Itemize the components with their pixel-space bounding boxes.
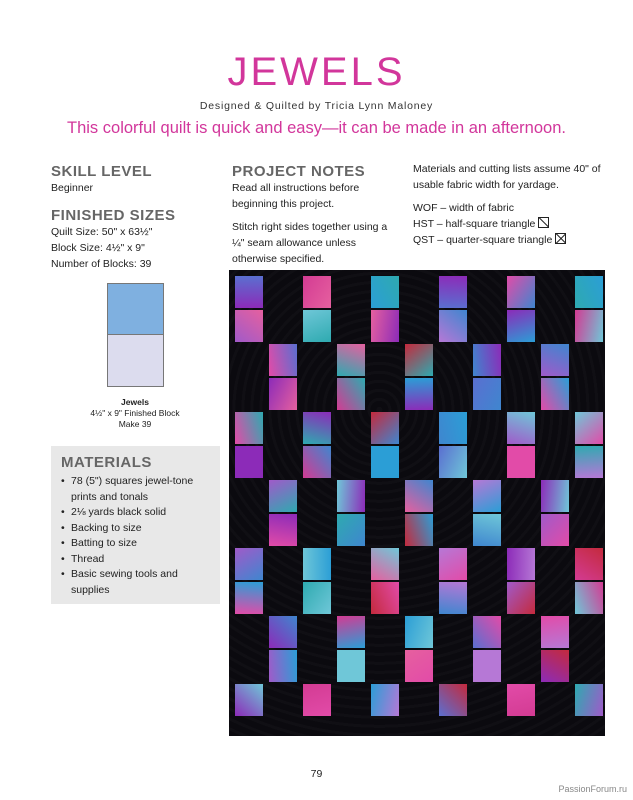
- quilt-patch: [371, 684, 399, 716]
- block-count: Number of Blocks: 39: [51, 258, 152, 270]
- finished-sizes-heading: FINISHED SIZES: [51, 207, 176, 224]
- block-finished-size: 4½" x 9" Finished Block: [90, 408, 180, 418]
- quilt-patch: [507, 684, 535, 716]
- hst-definition: [413, 216, 603, 232]
- quilt-patch: [575, 446, 603, 478]
- quilt-patch: [439, 276, 467, 308]
- quilt-patch: [541, 514, 569, 546]
- quarter-square-triangle-icon: [555, 233, 566, 244]
- quilt-patch: [507, 412, 535, 444]
- notes-paragraph-2: Stitch right sides together using a ¼" seam allowance unless otherwise specified.: [232, 221, 388, 265]
- block-make-count: Make 39: [118, 419, 152, 429]
- qst-definition: [413, 232, 603, 248]
- quilt-patch: [473, 616, 501, 648]
- quilt-patch: [269, 514, 297, 546]
- project-notes-column: [232, 163, 402, 267]
- quilt-patch: [507, 446, 535, 478]
- quilt-title: JEWELS: [227, 50, 406, 94]
- quilt-patch: [405, 344, 433, 376]
- quilt-patch: [235, 446, 263, 478]
- designer-byline: Designed & Quilted by Tricia Lynn Maloney: [199, 100, 434, 112]
- quilt-patch: [405, 616, 433, 648]
- quilt-patch: [371, 310, 399, 342]
- quilt-patch: [303, 446, 331, 478]
- quilt-patch: [439, 412, 467, 444]
- watermark: PassionForum.ru: [558, 784, 627, 794]
- quilt-patch: [439, 446, 467, 478]
- materials-item: • Backing to size: [61, 521, 210, 537]
- quilt-patch: [235, 276, 263, 308]
- skill-level-heading: SKILL LEVEL: [51, 163, 153, 180]
- tagline: This colorful quilt is quick and easy—it can be made in an afternoon.: [67, 119, 566, 137]
- quilt-patch: [575, 412, 603, 444]
- quilt-patch: [337, 650, 365, 682]
- quilt-patch: [303, 310, 331, 342]
- quilt-patch: [371, 548, 399, 580]
- quilt-patch: [541, 616, 569, 648]
- materials-item: • Batting to size: [61, 536, 210, 552]
- quilt-patch: [575, 276, 603, 308]
- quilt-patch: [337, 378, 365, 410]
- materials-list: [61, 474, 210, 598]
- quilt-patch: [541, 650, 569, 682]
- quilt-patch: [541, 480, 569, 512]
- quilt-patch: [439, 582, 467, 614]
- quilt-patch: [473, 378, 501, 410]
- quilt-patch: [439, 684, 467, 716]
- block-top-square: [108, 284, 163, 335]
- skill-sizes-column: [51, 163, 221, 272]
- quilt-patch: [337, 514, 365, 546]
- block-caption: [60, 397, 210, 430]
- quilt-patch: [269, 616, 297, 648]
- materials-heading: MATERIALS: [61, 454, 152, 471]
- materials-item: • Basic sewing tools and supplies: [61, 567, 210, 598]
- quilt-patch: [235, 582, 263, 614]
- quilt-patch: [337, 616, 365, 648]
- quilt-patch: [269, 650, 297, 682]
- cutting-notes-column: [413, 161, 603, 248]
- quilt-patch: [507, 310, 535, 342]
- hst-text: HST – half-square triangle: [413, 218, 536, 230]
- qst-text: QST – quarter-square triangle: [413, 234, 553, 246]
- quilt-patch: [575, 582, 603, 614]
- quilt-patch: [371, 276, 399, 308]
- materials-box: [51, 446, 220, 604]
- quilt-patch: [269, 344, 297, 376]
- quilt-patch: [473, 514, 501, 546]
- quilt-patch: [337, 480, 365, 512]
- materials-item: • 78 (5") squares jewel-tone prints and tonals: [61, 474, 210, 505]
- quilt-patch: [405, 650, 433, 682]
- quilt-patch: [371, 446, 399, 478]
- block-diagram: [107, 283, 164, 387]
- quilt-photo: [229, 270, 605, 736]
- quilt-patch: [235, 412, 263, 444]
- quilt-patch: [303, 276, 331, 308]
- project-notes-heading: PROJECT NOTES: [232, 163, 366, 180]
- quilt-patch: [541, 378, 569, 410]
- quilt-patch: [507, 582, 535, 614]
- page-number: 79: [310, 768, 323, 780]
- quilt-patch: [405, 378, 433, 410]
- quilt-patch: [507, 276, 535, 308]
- quilt-patch: [541, 344, 569, 376]
- quilt-patch: [473, 480, 501, 512]
- quilt-patch: [371, 582, 399, 614]
- cutting-paragraph: Materials and cutting lists assume 40" of usable fabric width for yardage.: [413, 163, 601, 191]
- quilt-patch: [303, 582, 331, 614]
- quilt-patch: [269, 480, 297, 512]
- quilt-patch: [439, 548, 467, 580]
- notes-paragraph-1: Read all instructions before beginning this project.: [232, 182, 360, 210]
- quilt-patch: [235, 684, 263, 716]
- block-name: Jewels: [121, 397, 149, 407]
- quilt-patch: [575, 684, 603, 716]
- quilt-patch: [303, 548, 331, 580]
- quilt-patch: [337, 344, 365, 376]
- materials-item: • Thread: [61, 552, 210, 568]
- quilt-patch: [303, 684, 331, 716]
- quilt-patch: [269, 378, 297, 410]
- half-square-triangle-icon: [538, 217, 549, 228]
- quilt-patch: [575, 310, 603, 342]
- quilt-patch: [371, 412, 399, 444]
- quilt-patch: [507, 548, 535, 580]
- block-bottom-square: [108, 335, 163, 386]
- quilt-patch: [575, 548, 603, 580]
- quilt-patch: [235, 310, 263, 342]
- quilt-patch: [473, 344, 501, 376]
- quilt-size: Quilt Size: 50" x 63½": [51, 226, 153, 238]
- skill-level-value: Beginner: [51, 182, 94, 194]
- quilt-patch: [439, 310, 467, 342]
- quilt-patch: [405, 514, 433, 546]
- quilt-patch: [235, 548, 263, 580]
- materials-item: • 2⅛ yards black solid: [61, 505, 210, 521]
- quilt-patch: [405, 480, 433, 512]
- quilt-patch: [303, 412, 331, 444]
- wof-definition: WOF – width of fabric: [413, 202, 514, 214]
- quilt-patch: [473, 650, 501, 682]
- block-size: Block Size: 4½" x 9": [51, 242, 145, 254]
